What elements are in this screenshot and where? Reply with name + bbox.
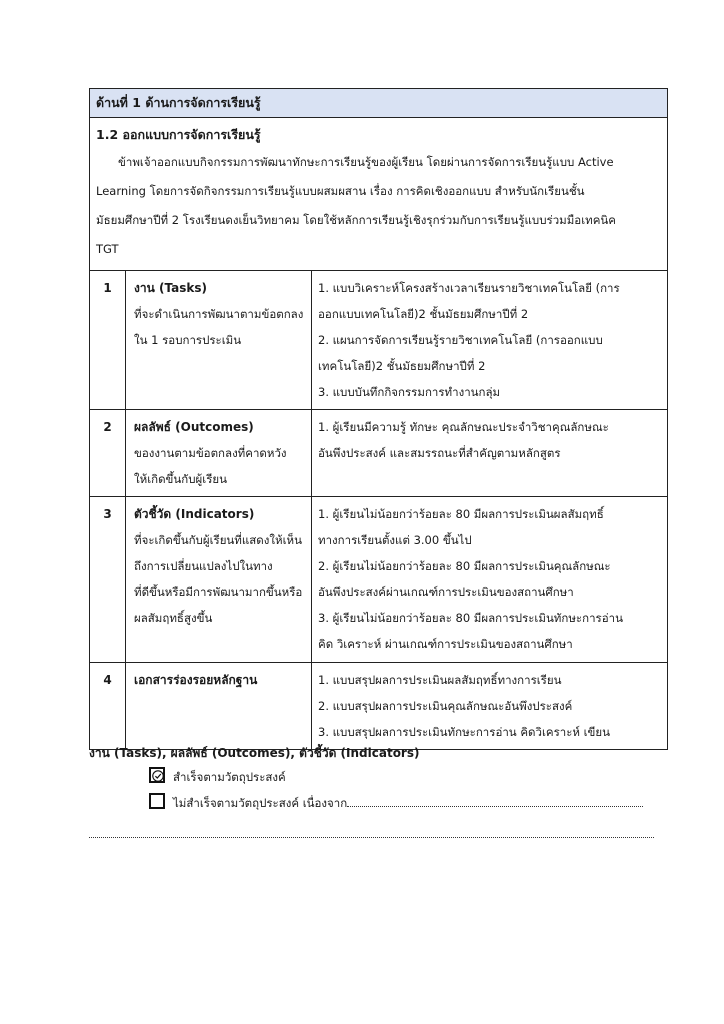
row-desc-line: ใน 1 รอบการประเมิน — [134, 333, 242, 347]
fill-in-dotted-line[interactable] — [347, 794, 643, 807]
detail-line: ออกแบบเทคโนโลยี)2 ชั้นมัธยมศึกษาปีที่ 2 — [318, 307, 529, 321]
row-label-cell — [126, 410, 312, 497]
success-checkbox[interactable] — [149, 767, 165, 783]
detail-line: 3. แบบบันทึกกิจกรรมการทำงานกลุ่ม — [318, 385, 501, 399]
section-body-line: Learning โดยการจัดกิจกรรมการเรียนรู้แบบผสมผสาน เรื่อง การคิดเชิงออกแบบ สำหรับนักเรียนชั้น — [96, 184, 585, 198]
section-body-line: TGT — [96, 242, 119, 256]
row-desc-line: ที่จะเกิดขึ้นกับผู้เรียนที่แสดงให้เห็น — [134, 533, 302, 547]
row-label-cell — [126, 497, 312, 663]
detail-line: คิด วิเคราะห์ ผ่านเกณฑ์การประเมินของสถานศึกษา — [318, 637, 573, 651]
section-title: 1.2 ออกแบบการจัดการเรียนรู้ — [96, 127, 261, 142]
row-title: งาน (Tasks) — [134, 281, 207, 295]
detail-line: 3. แบบสรุปผลการประเมินทักษะการอ่าน คิดวิเคราะห์ เขียน — [318, 725, 611, 739]
row-number: 1 — [90, 271, 126, 410]
fill-in-dotted-line-full[interactable] — [89, 836, 654, 838]
table-header — [90, 89, 668, 118]
row-detail-cell — [312, 663, 668, 750]
table-row — [90, 271, 668, 410]
row-title: ผลลัพธ์ (Outcomes) — [134, 420, 254, 434]
section-body-line: ข้าพเจ้าออกแบบกิจกรรมการพัฒนาทักษะการเรียนรู้ของผู้เรียน โดยผ่านการจัดการเรียนรู้แบบ Active — [118, 155, 614, 169]
table-row — [90, 410, 668, 497]
option-success-label: สำเร็จตามวัตถุประสงค์ — [173, 770, 286, 784]
detail-line: 2. แผนการจัดการเรียนรู้รายวิชาเทคโนโลยี (การออกแบบ — [318, 333, 603, 347]
summary-title: งาน (Tasks), ผลลัพธ์ (Outcomes), ตัวชี้วัด (Indicators) — [89, 746, 420, 760]
row-desc-line: ของงานตามข้อตกลงที่คาดหวัง — [134, 446, 287, 460]
detail-line: 1. ผู้เรียนมีความรู้ ทักษะ คุณลักษณะประจำวิชาคุณลักษณะ — [318, 420, 609, 434]
detail-line: ทางการเรียนตั้งแต่ 3.00 ขึ้นไป — [318, 533, 472, 547]
detail-line: 1. ผู้เรียนไม่น้อยกว่าร้อยละ 80 มีผลการประเมินผลสัมฤทธิ์ — [318, 507, 604, 521]
row-number: 2 — [90, 410, 126, 497]
row-detail-cell — [312, 410, 668, 497]
row-detail-cell — [312, 271, 668, 410]
row-number: 3 — [90, 497, 126, 663]
option-fail-text: ไม่สำเร็จตามวัตถุประสงค์ เนื่องจาก — [173, 796, 348, 810]
detail-line: 3. ผู้เรียนไม่น้อยกว่าร้อยละ 80 มีผลการประเมินทักษะการอ่าน — [318, 611, 623, 625]
section-body — [96, 148, 661, 264]
row-desc-line: ที่จะดำเนินการพัฒนาตามข้อตกลง — [134, 307, 304, 321]
table-row — [90, 663, 668, 750]
row-desc-line: ให้เกิดขึ้นกับผู้เรียน — [134, 472, 227, 486]
detail-line: เทคโนโลยี)2 ชั้นมัธยมศึกษาปีที่ 2 — [318, 359, 486, 373]
header-title: ด้านที่ 1 ด้านการจัดการเรียนรู้ — [96, 95, 261, 110]
detail-line: 2. ผู้เรียนไม่น้อยกว่าร้อยละ 80 มีผลการประเมินคุณลักษณะ — [318, 559, 611, 573]
option-success-row[interactable] — [149, 764, 669, 790]
agreement-table — [89, 88, 668, 750]
row-desc-line: ถึงการเปลี่ยนแปลงไปในทาง — [134, 559, 273, 573]
row-detail-cell — [312, 497, 668, 663]
checked-circle-icon — [150, 768, 166, 784]
detail-line: 1. แบบสรุปผลการประเมินผลสัมฤทธิ์ทางการเรียน — [318, 673, 562, 687]
detail-line: อันพึงประสงค์ผ่านเกณฑ์การประเมินของสถานศึกษา — [318, 585, 574, 599]
detail-line: 2. แบบสรุปผลการประเมินคุณลักษณะอันพึงประสงค์ — [318, 699, 573, 713]
row-label-cell — [126, 271, 312, 410]
row-title: เอกสารร่องรอยหลักฐาน — [134, 673, 258, 687]
option-fail-row[interactable] — [149, 790, 669, 816]
detail-line: อันพึงประสงค์ และสมรรถนะที่สำคัญตามหลักสูตร — [318, 446, 561, 460]
table-row — [90, 497, 668, 663]
result-summary — [89, 742, 669, 816]
row-number: 4 — [90, 663, 126, 750]
option-fail-label — [173, 790, 643, 816]
row-title: ตัวชี้วัด (Indicators) — [134, 507, 255, 521]
section-body-line: มัธยมศึกษาปีที่ 2 โรงเรียนดงเย็นวิทยาคม โดยใช้หลักการเรียนรู้เชิงรุกร่วมกับการเรียนรู้แบบร่วมมือเทคนิค — [96, 213, 616, 227]
section-cell — [90, 118, 668, 271]
row-desc-line: ผลสัมฤทธิ์สูงขึ้น — [134, 611, 213, 625]
fail-checkbox[interactable] — [149, 793, 165, 809]
row-label-cell — [126, 663, 312, 750]
row-desc-line: ที่ดีขึ้นหรือมีการพัฒนามากขึ้นหรือ — [134, 585, 303, 599]
detail-line: 1. แบบวิเคราะห์โครงสร้างเวลาเรียนรายวิชาเทคโนโลยี (การ — [318, 281, 620, 295]
